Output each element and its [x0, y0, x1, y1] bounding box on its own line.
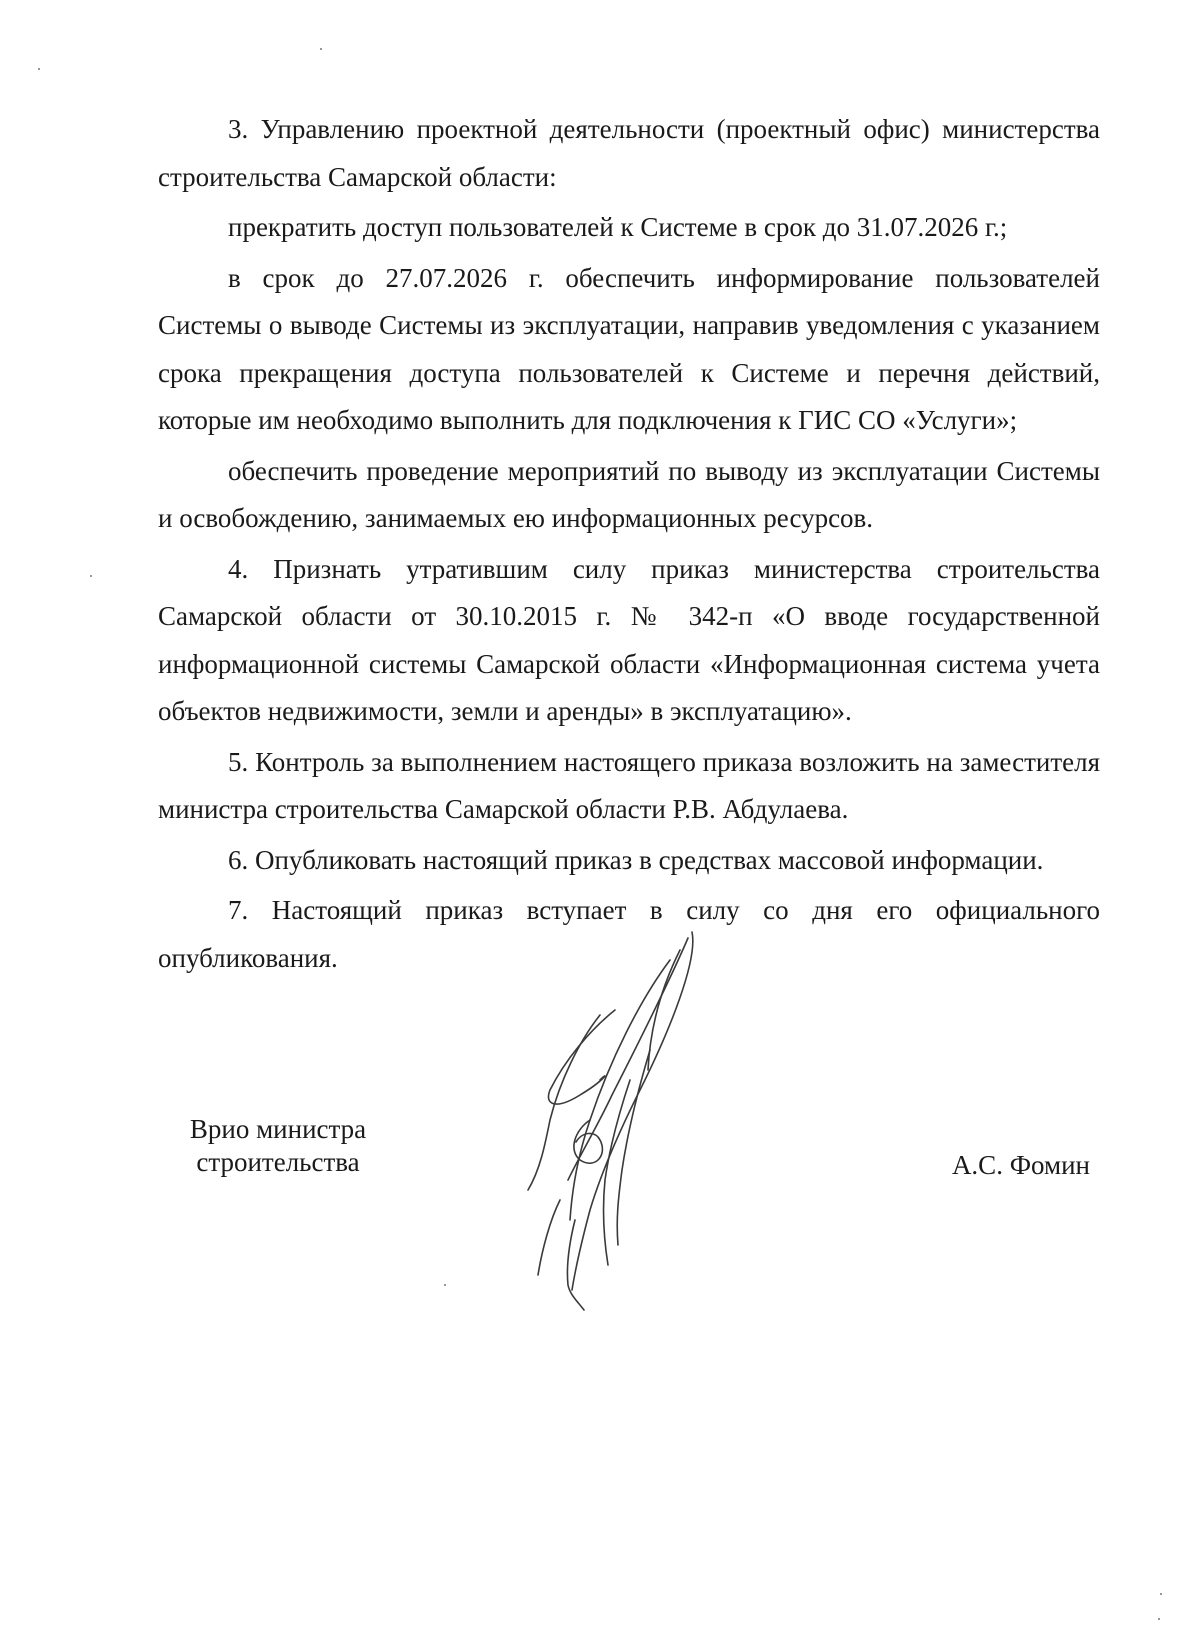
- paragraph-4: 4. Признать утратившим силу приказ министерства строительства Самарской области от 30.10.2015 г. № 342-п «О вводе государственной информационной системы Самарской области «Информационная система учета объектов недвижимости, земли и аренды» в эксплуатацию».: [158, 553, 1100, 726]
- signatory-title: [178, 1113, 378, 1179]
- scan-speck: [38, 68, 40, 70]
- handwritten-signature-icon: [520, 920, 750, 1320]
- scan-speck: [90, 575, 92, 577]
- paragraph-6: 6. Опубликовать настоящий приказ в средствах массовой информации.: [228, 844, 1044, 875]
- document-body: [158, 106, 1100, 982]
- paragraph-5: 5. Контроль за выполнением настоящего приказа возложить на заместителя министра строительства Самарской области Р.В. Абдулаева.: [158, 746, 1100, 824]
- signatory-title-line1: Врио министра: [189, 1114, 367, 1144]
- signatory-title-line2: строительства: [196, 1147, 360, 1177]
- paragraph-3-decommission: обеспечить проведение мероприятий по выводу из эксплуатации Системы и освобождению, занимаемых ею информационных ресурсов.: [158, 455, 1100, 533]
- paragraph-7: 7. Настоящий приказ вступает в силу со дня его официального опубликования.: [158, 895, 1100, 973]
- paragraph-3-notify: в срок до 27.07.2026 г. обеспечить информирование пользователей Системы о выводе Системы из эксплуатации, направив уведомления с указанием срока прекращения доступа пользователей к Системе и перечня действий, которые им необходимо выполнить для подключения к ГИС СО «Услуги»;: [158, 262, 1100, 435]
- signatory-name: А.С. Фомин: [951, 1150, 1090, 1180]
- paragraph-3-access: прекратить доступ пользователей к Системе в срок до 31.07.2026 г.;: [228, 212, 1008, 242]
- scan-speck: [1160, 1593, 1162, 1595]
- scan-speck: [320, 48, 322, 50]
- scan-speck: [444, 1284, 446, 1286]
- scan-speck: [1158, 1618, 1160, 1620]
- paragraph-3-heading: 3. Управлению проектной деятельности (проектный офис) министерства строительства Самарской области:: [158, 114, 1100, 192]
